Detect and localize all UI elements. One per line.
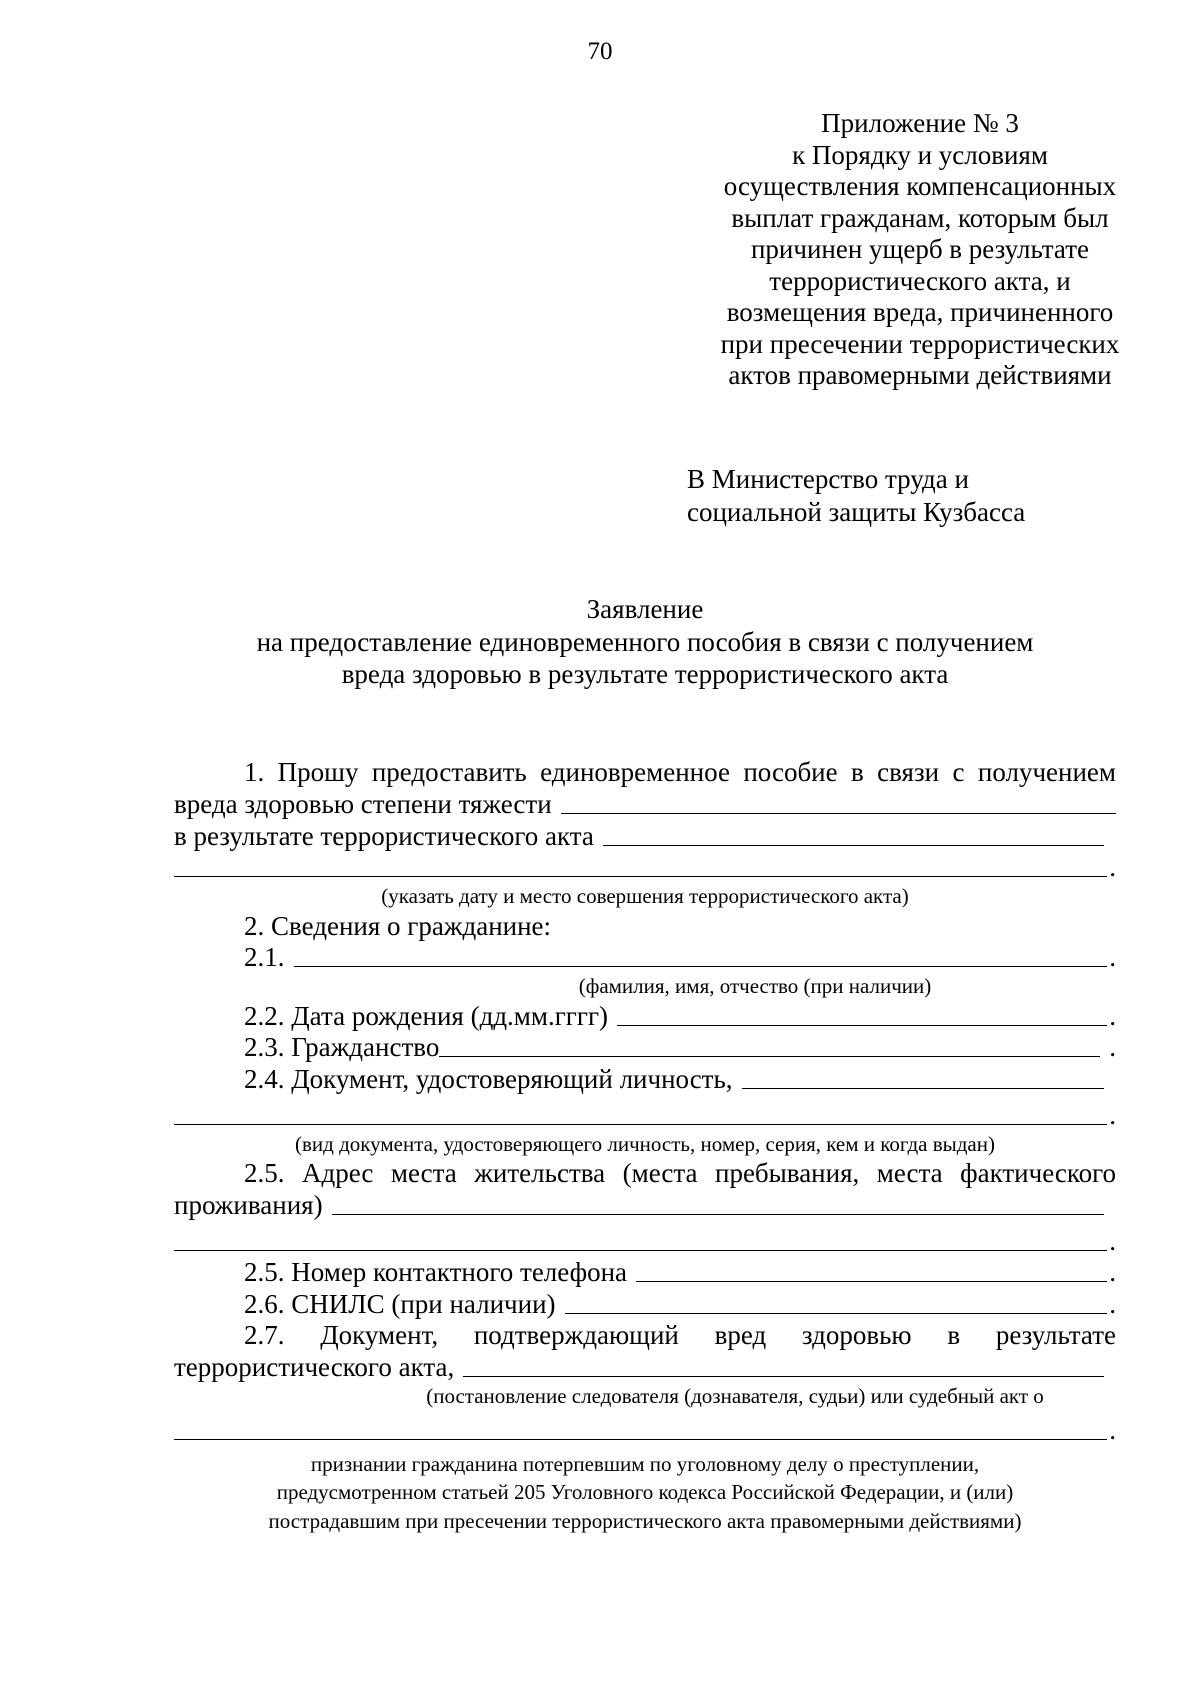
line-end-dot: . (1109, 1099, 1116, 1130)
phone-field[interactable] (636, 1257, 1107, 1282)
s23-row (174, 1032, 1116, 1064)
s27-line2 (174, 1351, 1116, 1383)
s2-label: 2. Сведения о гражданине: (244, 910, 552, 941)
id-document-field-cont[interactable] (174, 1100, 1107, 1125)
phone-label: 2.5. Номер контактного телефона (244, 1257, 628, 1287)
full-name-field[interactable] (294, 942, 1108, 967)
recipient-line: В Министерство труда и (687, 464, 969, 494)
line-end-dot: . (1109, 1225, 1116, 1256)
terror-act-field-cont[interactable] (174, 852, 1107, 877)
appendix-line: Приложение № 3 (821, 108, 1019, 138)
s24-label: 2.4. Документ, удостоверяющий личность, (244, 1063, 733, 1094)
s25-line3 (174, 1221, 1116, 1257)
line-end-dot: . (1109, 852, 1116, 882)
s22-label: 2.2. Дата рождения (дд.мм.гггг) (244, 1000, 609, 1031)
s27-hint: (постановление следователя (дознавателя, судьи) или судебный акт о (426, 1383, 1044, 1408)
s27-footnote (174, 1450, 1116, 1536)
birth-date-field[interactable] (617, 1001, 1107, 1026)
s25-line1 (174, 1158, 1116, 1190)
p1-hint: (указать дату и место совершения террористического акта) (381, 884, 909, 908)
s23-label: 2.3. Гражданство (244, 1032, 440, 1062)
document-title (160, 593, 1130, 691)
line-end-dot: . (1109, 942, 1116, 972)
address-field[interactable] (332, 1190, 1104, 1215)
snils-field[interactable] (565, 1289, 1108, 1314)
title-line: на предоставление единовременного пособия в связи с получением (256, 626, 1034, 657)
appendix-line: возмещения вреда, причиненного (726, 297, 1114, 327)
phone-row (174, 1257, 1116, 1289)
appendix-line: осуществления компенсационных (723, 171, 1117, 201)
s22-row (174, 1000, 1116, 1032)
appendix-line: при пресечении террористических (720, 328, 1120, 359)
line-end-dot: . (1109, 1288, 1116, 1319)
recipient-line: социальной защиты Кузбасса (687, 497, 1026, 527)
p1-line3 (174, 820, 1116, 852)
line-end-dot: . (1109, 1414, 1116, 1445)
s21-row (174, 942, 1116, 974)
p1-line2 (174, 789, 1116, 821)
line-end-dot: . (1109, 1257, 1116, 1287)
s21-label: 2.1. (244, 942, 285, 972)
footnote-line: предусмотренном статьей 205 Уголовного кодекса Российской Федерации, и (или) (276, 1480, 1014, 1504)
recipient-block (687, 463, 1117, 529)
page-number: 70 (587, 38, 613, 65)
s27-line1 (174, 1320, 1116, 1352)
terror-act-field[interactable] (603, 821, 1104, 846)
s2-heading (174, 910, 1116, 942)
harm-document-field-cont[interactable] (174, 1415, 1107, 1440)
s21-hint: (фамилия, имя, отчество (при наличии) (578, 974, 932, 998)
snils-label: 2.6. СНИЛС (при наличии) (244, 1288, 556, 1319)
footnote-line: признании гражданина потерпевшим по уголовному делу о преступлении, (310, 1451, 980, 1476)
appendix-header (690, 108, 1150, 392)
p1-text: 1. Прошу предоставить единовременное пособие в связи с получением (244, 757, 1116, 787)
harm-document-label-cont: террористического акта, (174, 1351, 455, 1382)
s24-row-cont (174, 1095, 1116, 1131)
s25-line2 (174, 1189, 1116, 1221)
snils-row (174, 1288, 1116, 1320)
p1-line1 (174, 757, 1116, 789)
line-end-dot: . (1109, 1032, 1116, 1062)
footnote-line: пострадавшим при пресечении террористического акта правомерными действиями) (268, 1508, 1022, 1533)
appendix-line: причинен ущерб в результате (750, 234, 1089, 264)
terror-act-label: в результате террористического акта (174, 820, 594, 851)
id-document-field[interactable] (742, 1064, 1104, 1089)
s27-line3 (174, 1410, 1116, 1446)
harm-document-label: 2.7. Документ, подтверждающий вред здоровью в результате (244, 1319, 1116, 1350)
s24-hint: (вид документа, удостоверяющего личность, номер, серия, кем и когда выдан) (294, 1131, 995, 1156)
severity-label: вреда здоровью степени тяжести (174, 789, 552, 819)
address-field-cont[interactable] (174, 1226, 1107, 1251)
severity-field[interactable] (561, 789, 1116, 814)
line-end-dot: . (1109, 1000, 1116, 1031)
title-heading: Заявление (586, 594, 704, 624)
address-label-cont: проживания) (174, 1189, 323, 1220)
appendix-line: актов правомерными действиями (728, 360, 1112, 390)
s24-row (174, 1063, 1116, 1095)
address-label: 2.5. Адрес места жительства (места пребывания, места фактического (244, 1157, 1116, 1188)
p1-line4 (174, 852, 1116, 884)
appendix-line: выплат гражданам, которым был (731, 202, 1109, 233)
title-line: вреда здоровью в результате террористического акта (341, 659, 949, 689)
citizenship-field[interactable] (439, 1032, 1100, 1057)
appendix-line: террористического акта, и (769, 265, 1071, 296)
appendix-line: к Порядку и условиям (792, 139, 1048, 170)
harm-document-field[interactable] (463, 1352, 1104, 1377)
form-body (174, 757, 1116, 1535)
